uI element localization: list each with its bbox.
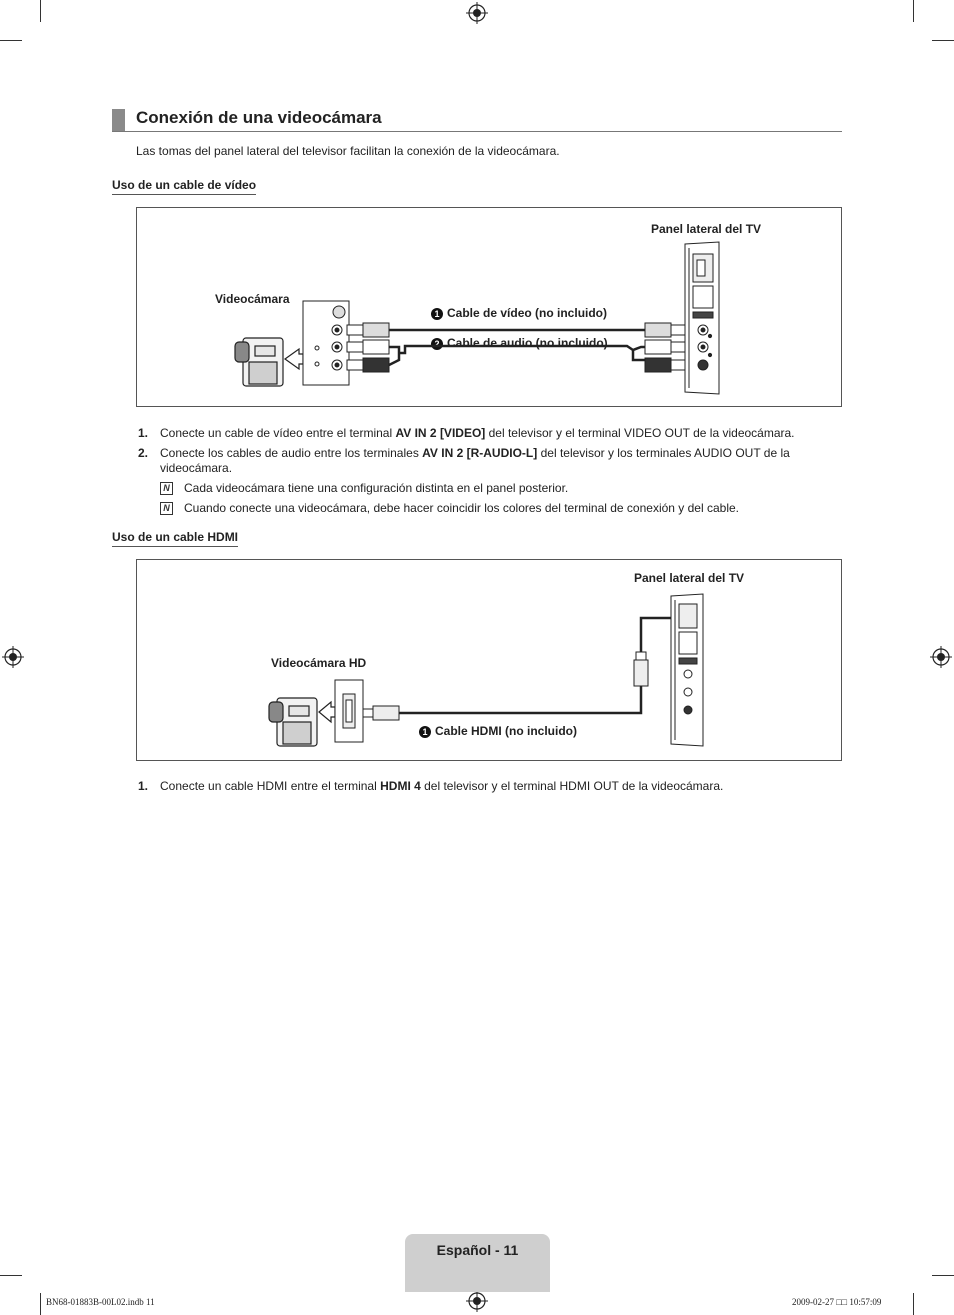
hdmi-cable-diagram (136, 559, 842, 761)
registration-mark-icon (930, 646, 952, 668)
crop-mark (913, 1293, 914, 1315)
heading-rule (112, 131, 842, 132)
number-badge: 1 (419, 726, 431, 738)
registration-mark-icon (466, 2, 488, 24)
subheading-hdmi-cable: Uso de un cable HDMI (112, 530, 238, 547)
camera-hdmi-jack (335, 680, 363, 742)
page-label: Español - 11 (436, 1242, 519, 1258)
step-item: 1. Conecte un cable HDMI entre el terminal HDMI 4 del televisor y el terminal HDMI OUT de la videocámara. (138, 779, 724, 793)
tv-side-panel (671, 594, 703, 746)
hdmi-cable-steps (136, 779, 816, 799)
camera-jack-panel (303, 301, 349, 385)
crop-mark (40, 0, 41, 22)
crop-mark (0, 40, 22, 41)
tv-side-panel (685, 242, 719, 394)
camera-label: Videocámara (215, 292, 290, 306)
print-timestamp: 2009-02-27 □□ 10:57:09 (792, 1297, 882, 1307)
step-item: 2. Conecte los cables de audio entre los terminales AV IN 2 [R-AUDIO-L] del televisor y los terminales AUDIO OUT de la videocámara. (138, 446, 790, 475)
section-title: Conexión de una videocámara (136, 108, 382, 127)
camera-label: Videocámara HD (271, 656, 367, 670)
crop-mark (932, 1275, 954, 1276)
video-cable-diagram (136, 207, 842, 407)
video-connection-illustration (137, 208, 841, 406)
heading-bar (112, 109, 125, 131)
arrow-icon (319, 702, 335, 722)
subheading-video-cable: Uso de un cable de vídeo (112, 178, 256, 195)
video-cable-steps (136, 426, 816, 521)
print-file-name: BN68-01883B-00L02.indb 11 (46, 1297, 155, 1307)
tv-panel-label: Panel lateral del TV (634, 571, 745, 585)
crop-mark (913, 0, 914, 22)
cable1-label: 1 Cable HDMI (no incluido) (419, 724, 577, 738)
cable1-label: 1 Cable de vídeo (no incluido) (431, 306, 607, 320)
registration-mark-icon (2, 646, 24, 668)
note-item: N Cada videocámara tiene una configuración distinta en el panel posterior. (136, 481, 816, 496)
step-item: 1. Conecte un cable de vídeo entre el terminal AV IN 2 [VIDEO] del televisor y el terminal VIDEO OUT de la videocámara. (138, 426, 795, 440)
camcorder-icon (235, 338, 283, 386)
hdmi-connection-illustration (137, 560, 841, 760)
intro-text: Las tomas del panel lateral del televisor facilitan la conexión de la videocámara. (136, 144, 560, 158)
number-badge: 1 (431, 308, 443, 320)
tv-panel-label: Panel lateral del TV (651, 222, 762, 236)
crop-mark (932, 40, 954, 41)
camcorder-icon (269, 698, 317, 746)
note-icon: N (160, 482, 173, 495)
note-item: N Cuando conecte una videocámara, debe hacer coincidir los colores del terminal de conexión y del cable. (136, 501, 816, 516)
cable2-label: 2 Cable de audio (no incluido) (431, 336, 608, 350)
note-icon: N (160, 502, 173, 515)
number-badge: 2 (431, 338, 443, 350)
crop-mark (40, 1293, 41, 1315)
registration-mark-icon (466, 1290, 488, 1312)
arrow-icon (285, 349, 303, 369)
page-number-tab (405, 1234, 550, 1292)
crop-mark (0, 1275, 22, 1276)
